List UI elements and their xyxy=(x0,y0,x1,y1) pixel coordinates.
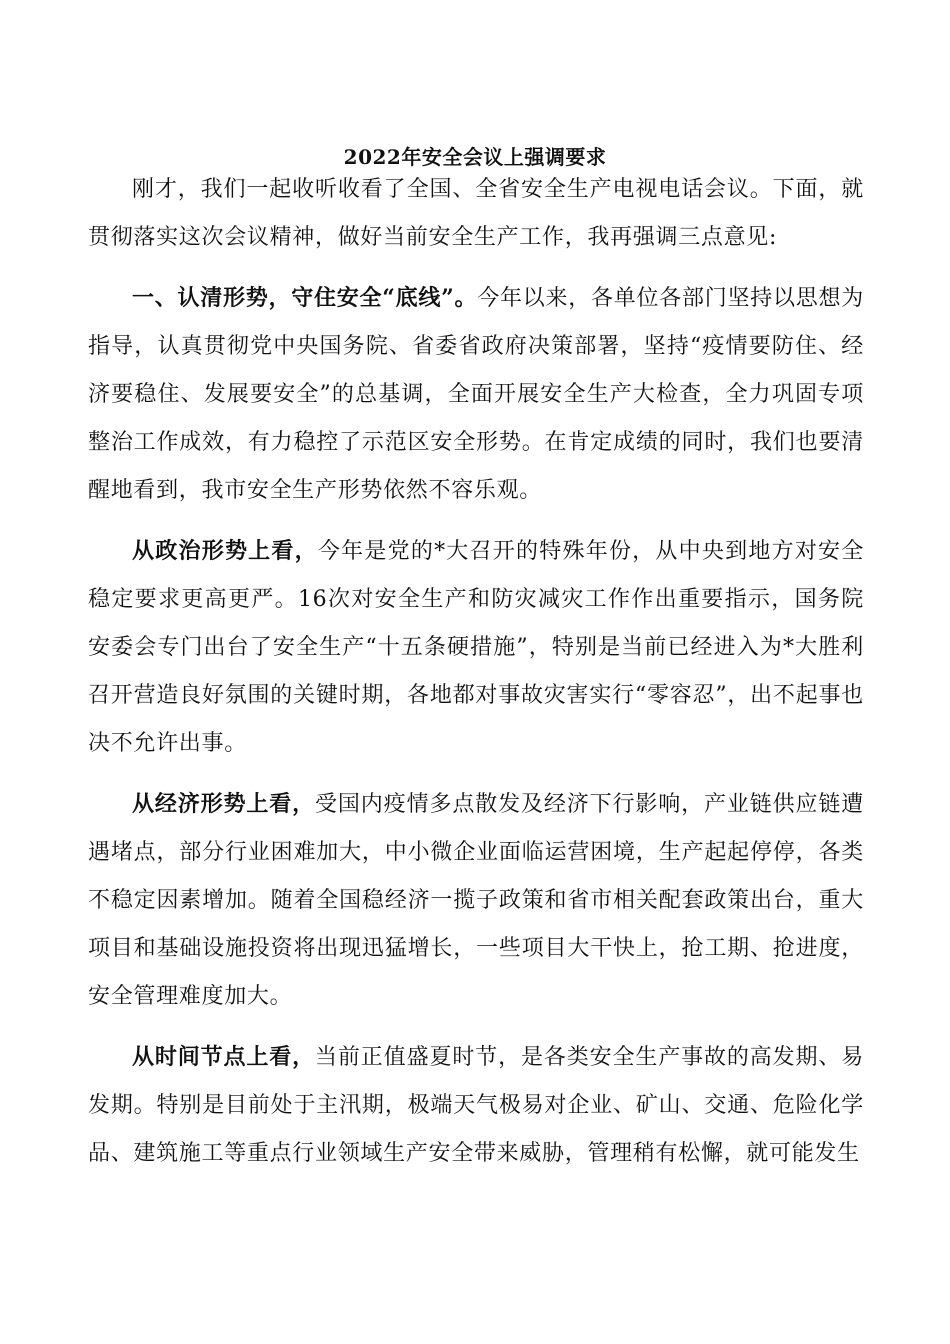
paragraph-lead: 从时间节点上看， xyxy=(132,1044,316,1070)
paragraph-intro xyxy=(88,165,864,262)
paragraph-political xyxy=(88,527,864,768)
paragraph-lead: 从政治形势上看， xyxy=(132,538,318,564)
paragraph-text: 今年以来，各单位各部门坚持以思想为指导，认真贯彻党中央国务院、省委省政府决策部署，坚持“疫情要防住、经济要稳住、发展要安全”的总基调，全面开展安全生产大检查，全力巩固专项整治工作成效，有力稳控了示范区安全形势。在肯定成绩的同时，我们也要清醒地看到，我市安全生产形势依然不容乐观。 xyxy=(88,286,865,503)
paragraph-economic xyxy=(88,780,864,1021)
paragraph-lead: 从经济形势上看， xyxy=(132,791,316,817)
document-body xyxy=(88,165,864,1178)
paragraph-lead: 一、认清形势，守住安全“底线”。 xyxy=(132,285,478,311)
document-title: 2022年安全会议上强调要求 xyxy=(343,145,607,169)
paragraph-text: 刚才，我们一起收听收看了全国、全省安全生产电视电话会议。下面，就贯彻落实这次会议精神，做好当前安全生产工作，我再强调三点意见: xyxy=(88,177,864,250)
paragraph-text: 受国内疫情多点散发及经济下行影响，产业链供应链遭遇堵点，部分行业困难加大，中小微企业面临运营困境，生产起起停停，各类不稳定因素增加。随着全国稳经济一揽子政策和省市相关配套政策出台，重大项目和基础设施投资将出现迅猛增长，一些项目大干快上，抢工期、抢进度，安全管理难度加大。 xyxy=(88,792,864,1009)
paragraph-section-one xyxy=(88,274,864,515)
paragraph-timing xyxy=(88,1033,864,1178)
paragraph-text: 今年是党的*大召开的特殊年份，从中央到地方对安全稳定要求更高更严。16次对安全生产和防灾减灾工作作出重要指示，国务院安委会专门出台了安全生产“十五条硬措施”，特别是当前已经进入为*大胜利召开营造良好氛围的关键时期，各地都对事故灾害实行“零容忍”，出不起事也决不允许出事。 xyxy=(88,539,864,756)
paragraph-text: 当前正值盛夏时节，是各类安全生产事故的高发期、易发期。特别是目前处于主汛期，极端天气极易对企业、矿山、交通、危险化学品、建筑施工等重点行业领域生产安全带来威胁，管理稍有松懈，就可能发生 xyxy=(88,1045,864,1166)
